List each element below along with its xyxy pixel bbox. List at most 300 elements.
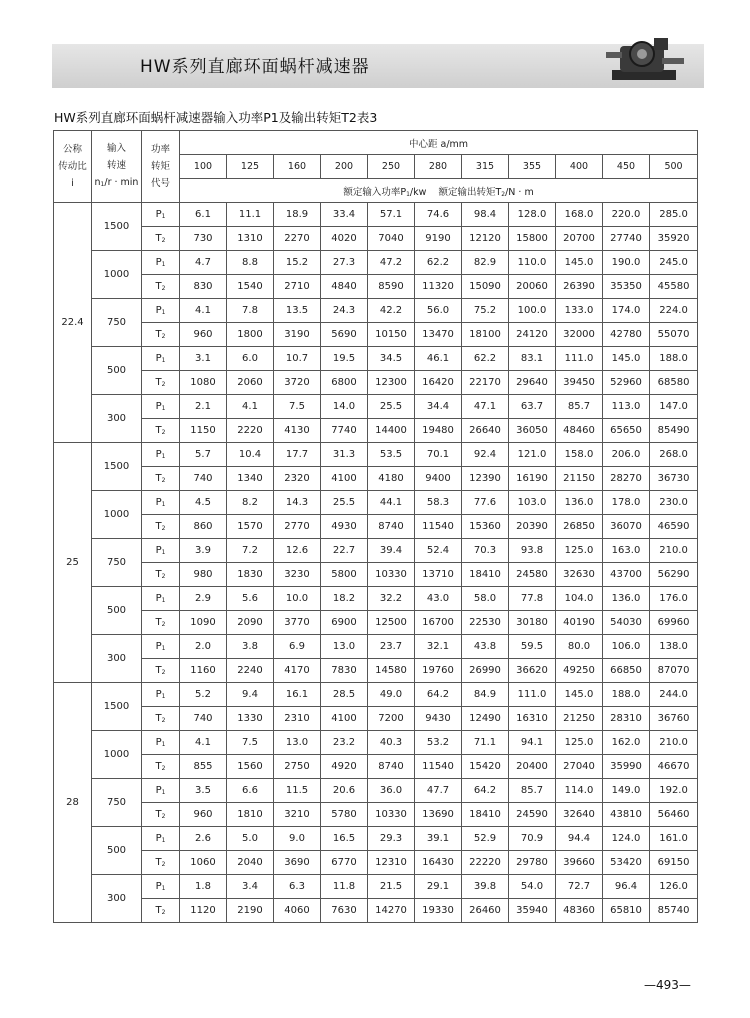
power-value: 56.0 <box>415 299 462 323</box>
power-value: 29.1 <box>415 875 462 899</box>
torque-value: 26390 <box>556 275 603 299</box>
power-value: 82.9 <box>462 251 509 275</box>
power-value: 5.7 <box>180 443 227 467</box>
header-code: 功率 转矩 代号 <box>142 131 180 203</box>
center-distance-value: 500 <box>650 155 698 179</box>
torque-value: 15090 <box>462 275 509 299</box>
torque-value: 1310 <box>227 227 274 251</box>
power-value: 8.2 <box>227 491 274 515</box>
page-title: HW系列直廊环面蜗杆减速器 <box>140 57 370 77</box>
power-value: 5.0 <box>227 827 274 851</box>
torque-value: 730 <box>180 227 227 251</box>
torque-value: 14270 <box>368 899 415 923</box>
torque-value: 3230 <box>274 563 321 587</box>
speed-cell: 1500 <box>92 443 142 491</box>
power-value: 11.8 <box>321 875 368 899</box>
torque-value: 48460 <box>556 419 603 443</box>
power-value: 10.0 <box>274 587 321 611</box>
power-value: 149.0 <box>603 779 650 803</box>
torque-value: 12490 <box>462 707 509 731</box>
torque-value: 14400 <box>368 419 415 443</box>
torque-value: 1540 <box>227 275 274 299</box>
torque-value: 1330 <box>227 707 274 731</box>
speed-cell: 750 <box>92 779 142 827</box>
code-p1: $P_1$ <box>142 875 180 899</box>
power-value: 11.1 <box>227 203 274 227</box>
power-value: 3.1 <box>180 347 227 371</box>
power-value: 31.3 <box>321 443 368 467</box>
power-value: 3.8 <box>227 635 274 659</box>
torque-value: 9190 <box>415 227 462 251</box>
torque-value: 39660 <box>556 851 603 875</box>
torque-value: 15800 <box>509 227 556 251</box>
torque-value: 35920 <box>650 227 698 251</box>
power-value: 77.6 <box>462 491 509 515</box>
power-value: 3.9 <box>180 539 227 563</box>
speed-cell: 300 <box>92 395 142 443</box>
power-value: 25.5 <box>321 491 368 515</box>
power-value: 104.0 <box>556 587 603 611</box>
torque-value: 1060 <box>180 851 227 875</box>
code-t2: $T_2$ <box>142 515 180 539</box>
power-value: 188.0 <box>603 683 650 707</box>
torque-value: 46590 <box>650 515 698 539</box>
power-value: 64.2 <box>415 683 462 707</box>
torque-value: 2270 <box>274 227 321 251</box>
code-t2: $T_2$ <box>142 227 180 251</box>
power-value: 103.0 <box>509 491 556 515</box>
power-value: 111.0 <box>556 347 603 371</box>
power-value: 15.2 <box>274 251 321 275</box>
power-value: 34.4 <box>415 395 462 419</box>
torque-value: 1800 <box>227 323 274 347</box>
code-p1: $P_1$ <box>142 731 180 755</box>
torque-value: 28310 <box>603 707 650 731</box>
torque-value: 3720 <box>274 371 321 395</box>
torque-value: 1830 <box>227 563 274 587</box>
power-value: 92.4 <box>462 443 509 467</box>
speed-cell: 750 <box>92 299 142 347</box>
power-value: 96.4 <box>603 875 650 899</box>
power-value: 13.5 <box>274 299 321 323</box>
torque-value: 56290 <box>650 563 698 587</box>
power-value: 10.7 <box>274 347 321 371</box>
torque-value: 2220 <box>227 419 274 443</box>
torque-value: 45580 <box>650 275 698 299</box>
performance-table <box>53 130 698 923</box>
power-value: 8.8 <box>227 251 274 275</box>
power-value: 17.7 <box>274 443 321 467</box>
power-value: 7.5 <box>274 395 321 419</box>
torque-value: 4930 <box>321 515 368 539</box>
torque-value: 8590 <box>368 275 415 299</box>
ratio-cell: 25 <box>54 443 92 683</box>
power-value: 24.3 <box>321 299 368 323</box>
torque-value: 860 <box>180 515 227 539</box>
speed-cell: 1000 <box>92 491 142 539</box>
code-p1: $P_1$ <box>142 635 180 659</box>
torque-value: 36620 <box>509 659 556 683</box>
power-value: 4.5 <box>180 491 227 515</box>
torque-value: 52960 <box>603 371 650 395</box>
power-value: 52.4 <box>415 539 462 563</box>
power-value: 121.0 <box>509 443 556 467</box>
power-value: 7.5 <box>227 731 274 755</box>
power-value: 4.1 <box>227 395 274 419</box>
power-value: 62.2 <box>415 251 462 275</box>
torque-value: 6800 <box>321 371 368 395</box>
code-p1: $P_1$ <box>142 395 180 419</box>
torque-value: 2040 <box>227 851 274 875</box>
torque-value: 9400 <box>415 467 462 491</box>
torque-value: 19760 <box>415 659 462 683</box>
code-t2: $T_2$ <box>142 275 180 299</box>
power-value: 43.0 <box>415 587 462 611</box>
power-value: 125.0 <box>556 731 603 755</box>
power-value: 4.7 <box>180 251 227 275</box>
torque-value: 4180 <box>368 467 415 491</box>
power-value: 230.0 <box>650 491 698 515</box>
center-distance-value: 250 <box>368 155 415 179</box>
power-value: 85.7 <box>509 779 556 803</box>
power-value: 5.2 <box>180 683 227 707</box>
code-p1: $P_1$ <box>142 251 180 275</box>
center-distance-value: 200 <box>321 155 368 179</box>
power-value: 29.3 <box>368 827 415 851</box>
power-value: 6.9 <box>274 635 321 659</box>
power-value: 28.5 <box>321 683 368 707</box>
speed-cell: 1000 <box>92 731 142 779</box>
power-value: 12.6 <box>274 539 321 563</box>
code-t2: $T_2$ <box>142 851 180 875</box>
power-value: 2.6 <box>180 827 227 851</box>
power-value: 2.1 <box>180 395 227 419</box>
power-value: 36.0 <box>368 779 415 803</box>
torque-value: 13470 <box>415 323 462 347</box>
power-value: 9.4 <box>227 683 274 707</box>
torque-value: 27740 <box>603 227 650 251</box>
power-value: 4.1 <box>180 731 227 755</box>
torque-value: 85740 <box>650 899 698 923</box>
code-t2: $T_2$ <box>142 323 180 347</box>
power-value: 23.7 <box>368 635 415 659</box>
power-value: 244.0 <box>650 683 698 707</box>
torque-value: 22530 <box>462 611 509 635</box>
torque-value: 1810 <box>227 803 274 827</box>
torque-value: 29640 <box>509 371 556 395</box>
torque-value: 55070 <box>650 323 698 347</box>
page-number: —493— <box>644 978 691 992</box>
torque-value: 10150 <box>368 323 415 347</box>
torque-value: 960 <box>180 323 227 347</box>
power-value: 39.1 <box>415 827 462 851</box>
torque-value: 24580 <box>509 563 556 587</box>
power-value: 16.1 <box>274 683 321 707</box>
torque-value: 48360 <box>556 899 603 923</box>
torque-value: 3690 <box>274 851 321 875</box>
torque-value: 16420 <box>415 371 462 395</box>
power-value: 47.1 <box>462 395 509 419</box>
power-value: 11.5 <box>274 779 321 803</box>
torque-value: 11320 <box>415 275 462 299</box>
power-value: 58.3 <box>415 491 462 515</box>
torque-value: 2240 <box>227 659 274 683</box>
torque-value: 12500 <box>368 611 415 635</box>
torque-value: 4020 <box>321 227 368 251</box>
torque-value: 65810 <box>603 899 650 923</box>
torque-value: 14580 <box>368 659 415 683</box>
torque-value: 7040 <box>368 227 415 251</box>
power-value: 54.0 <box>509 875 556 899</box>
torque-value: 20700 <box>556 227 603 251</box>
power-value: 63.7 <box>509 395 556 419</box>
torque-value: 2750 <box>274 755 321 779</box>
power-value: 71.1 <box>462 731 509 755</box>
speed-cell: 1500 <box>92 683 142 731</box>
torque-value: 5690 <box>321 323 368 347</box>
torque-value: 7740 <box>321 419 368 443</box>
torque-value: 2060 <box>227 371 274 395</box>
torque-value: 9430 <box>415 707 462 731</box>
power-value: 206.0 <box>603 443 650 467</box>
torque-value: 11540 <box>415 515 462 539</box>
power-value: 64.2 <box>462 779 509 803</box>
torque-value: 2770 <box>274 515 321 539</box>
torque-value: 2310 <box>274 707 321 731</box>
power-value: 70.9 <box>509 827 556 851</box>
torque-value: 7200 <box>368 707 415 731</box>
power-value: 13.0 <box>274 731 321 755</box>
torque-value: 2190 <box>227 899 274 923</box>
torque-value: 29780 <box>509 851 556 875</box>
torque-value: 13710 <box>415 563 462 587</box>
power-value: 245.0 <box>650 251 698 275</box>
power-value: 18.9 <box>274 203 321 227</box>
torque-value: 1570 <box>227 515 274 539</box>
power-value: 3.4 <box>227 875 274 899</box>
power-value: 7.2 <box>227 539 274 563</box>
power-value: 84.9 <box>462 683 509 707</box>
power-value: 220.0 <box>603 203 650 227</box>
torque-value: 740 <box>180 707 227 731</box>
header-ratio: 公称 传动比 i <box>54 131 92 203</box>
torque-value: 5780 <box>321 803 368 827</box>
torque-value: 26460 <box>462 899 509 923</box>
torque-value: 6900 <box>321 611 368 635</box>
torque-value: 10330 <box>368 803 415 827</box>
code-p1: $P_1$ <box>142 491 180 515</box>
code-p1: $P_1$ <box>142 587 180 611</box>
power-value: 5.6 <box>227 587 274 611</box>
code-t2: $T_2$ <box>142 899 180 923</box>
torque-value: 960 <box>180 803 227 827</box>
center-distance-value: 280 <box>415 155 462 179</box>
torque-value: 36050 <box>509 419 556 443</box>
torque-value: 4840 <box>321 275 368 299</box>
code-p1: $P_1$ <box>142 683 180 707</box>
code-p1: $P_1$ <box>142 779 180 803</box>
torque-value: 36730 <box>650 467 698 491</box>
power-value: 210.0 <box>650 731 698 755</box>
center-distance-value: 160 <box>274 155 321 179</box>
torque-value: 16190 <box>509 467 556 491</box>
power-value: 1.8 <box>180 875 227 899</box>
power-value: 176.0 <box>650 587 698 611</box>
torque-value: 20060 <box>509 275 556 299</box>
power-value: 161.0 <box>650 827 698 851</box>
torque-value: 4920 <box>321 755 368 779</box>
code-p1: $P_1$ <box>142 347 180 371</box>
power-value: 192.0 <box>650 779 698 803</box>
torque-value: 56460 <box>650 803 698 827</box>
table-caption: HW系列直廊环面蜗杆减速器输入功率P1及输出转矩T2表3 <box>54 110 378 125</box>
power-value: 6.6 <box>227 779 274 803</box>
code-t2: $T_2$ <box>142 467 180 491</box>
power-value: 23.2 <box>321 731 368 755</box>
torque-value: 87070 <box>650 659 698 683</box>
code-t2: $T_2$ <box>142 803 180 827</box>
power-value: 94.1 <box>509 731 556 755</box>
torque-value: 42780 <box>603 323 650 347</box>
torque-value: 4100 <box>321 707 368 731</box>
torque-value: 36760 <box>650 707 698 731</box>
power-value: 147.0 <box>650 395 698 419</box>
power-value: 168.0 <box>556 203 603 227</box>
torque-value: 2320 <box>274 467 321 491</box>
torque-value: 980 <box>180 563 227 587</box>
power-value: 32.2 <box>368 587 415 611</box>
power-value: 7.8 <box>227 299 274 323</box>
torque-value: 68580 <box>650 371 698 395</box>
power-value: 111.0 <box>509 683 556 707</box>
power-value: 94.4 <box>556 827 603 851</box>
power-value: 25.5 <box>368 395 415 419</box>
torque-value: 12390 <box>462 467 509 491</box>
code-t2: $T_2$ <box>142 419 180 443</box>
power-value: 47.7 <box>415 779 462 803</box>
power-value: 145.0 <box>603 347 650 371</box>
power-value: 19.5 <box>321 347 368 371</box>
torque-value: 32000 <box>556 323 603 347</box>
torque-value: 26990 <box>462 659 509 683</box>
torque-value: 16700 <box>415 611 462 635</box>
power-value: 158.0 <box>556 443 603 467</box>
power-value: 18.2 <box>321 587 368 611</box>
power-value: 72.7 <box>556 875 603 899</box>
torque-value: 12120 <box>462 227 509 251</box>
power-value: 110.0 <box>509 251 556 275</box>
torque-value: 35990 <box>603 755 650 779</box>
torque-value: 7830 <box>321 659 368 683</box>
torque-value: 19480 <box>415 419 462 443</box>
center-distance-value: 400 <box>556 155 603 179</box>
torque-value: 18410 <box>462 803 509 827</box>
ratio-cell: 28 <box>54 683 92 923</box>
header-rated-label: 额定输入功率$P_1/kw$ 额定输出转矩$T_2/N \cdot m$ <box>180 179 698 203</box>
power-value: 46.1 <box>415 347 462 371</box>
power-value: 3.5 <box>180 779 227 803</box>
power-value: 145.0 <box>556 251 603 275</box>
code-t2: $T_2$ <box>142 563 180 587</box>
power-value: 53.2 <box>415 731 462 755</box>
torque-value: 10330 <box>368 563 415 587</box>
power-value: 20.6 <box>321 779 368 803</box>
torque-value: 830 <box>180 275 227 299</box>
torque-value: 1340 <box>227 467 274 491</box>
torque-value: 3770 <box>274 611 321 635</box>
torque-value: 32640 <box>556 803 603 827</box>
torque-value: 5800 <box>321 563 368 587</box>
power-value: 53.5 <box>368 443 415 467</box>
power-value: 13.0 <box>321 635 368 659</box>
torque-value: 12310 <box>368 851 415 875</box>
power-value: 21.5 <box>368 875 415 899</box>
power-value: 210.0 <box>650 539 698 563</box>
torque-value: 2090 <box>227 611 274 635</box>
torque-value: 15420 <box>462 755 509 779</box>
torque-value: 8740 <box>368 515 415 539</box>
power-value: 9.0 <box>274 827 321 851</box>
worm-gear-reducer-image <box>606 30 686 88</box>
power-value: 74.6 <box>415 203 462 227</box>
code-t2: $T_2$ <box>142 371 180 395</box>
torque-value: 3210 <box>274 803 321 827</box>
power-value: 39.8 <box>462 875 509 899</box>
power-value: 113.0 <box>603 395 650 419</box>
torque-value: 13690 <box>415 803 462 827</box>
torque-value: 85490 <box>650 419 698 443</box>
torque-value: 16310 <box>509 707 556 731</box>
code-t2: $T_2$ <box>142 707 180 731</box>
code-p1: $P_1$ <box>142 203 180 227</box>
power-value: 162.0 <box>603 731 650 755</box>
torque-value: 2710 <box>274 275 321 299</box>
power-value: 163.0 <box>603 539 650 563</box>
power-value: 6.1 <box>180 203 227 227</box>
torque-value: 4060 <box>274 899 321 923</box>
torque-value: 46670 <box>650 755 698 779</box>
power-value: 27.3 <box>321 251 368 275</box>
ratio-cell: 22.4 <box>54 203 92 443</box>
center-distance-value: 125 <box>227 155 274 179</box>
speed-cell: 300 <box>92 635 142 683</box>
power-value: 47.2 <box>368 251 415 275</box>
code-p1: $P_1$ <box>142 827 180 851</box>
torque-value: 21150 <box>556 467 603 491</box>
power-value: 39.4 <box>368 539 415 563</box>
power-value: 145.0 <box>556 683 603 707</box>
torque-value: 26640 <box>462 419 509 443</box>
speed-cell: 1500 <box>92 203 142 251</box>
torque-value: 22170 <box>462 371 509 395</box>
torque-value: 26850 <box>556 515 603 539</box>
power-value: 268.0 <box>650 443 698 467</box>
torque-value: 54030 <box>603 611 650 635</box>
power-value: 136.0 <box>603 587 650 611</box>
power-value: 2.9 <box>180 587 227 611</box>
power-value: 49.0 <box>368 683 415 707</box>
power-value: 32.1 <box>415 635 462 659</box>
torque-value: 7630 <box>321 899 368 923</box>
power-value: 14.3 <box>274 491 321 515</box>
power-value: 77.8 <box>509 587 556 611</box>
power-value: 62.2 <box>462 347 509 371</box>
power-value: 136.0 <box>556 491 603 515</box>
power-value: 42.2 <box>368 299 415 323</box>
torque-value: 27040 <box>556 755 603 779</box>
power-value: 6.3 <box>274 875 321 899</box>
power-value: 4.1 <box>180 299 227 323</box>
